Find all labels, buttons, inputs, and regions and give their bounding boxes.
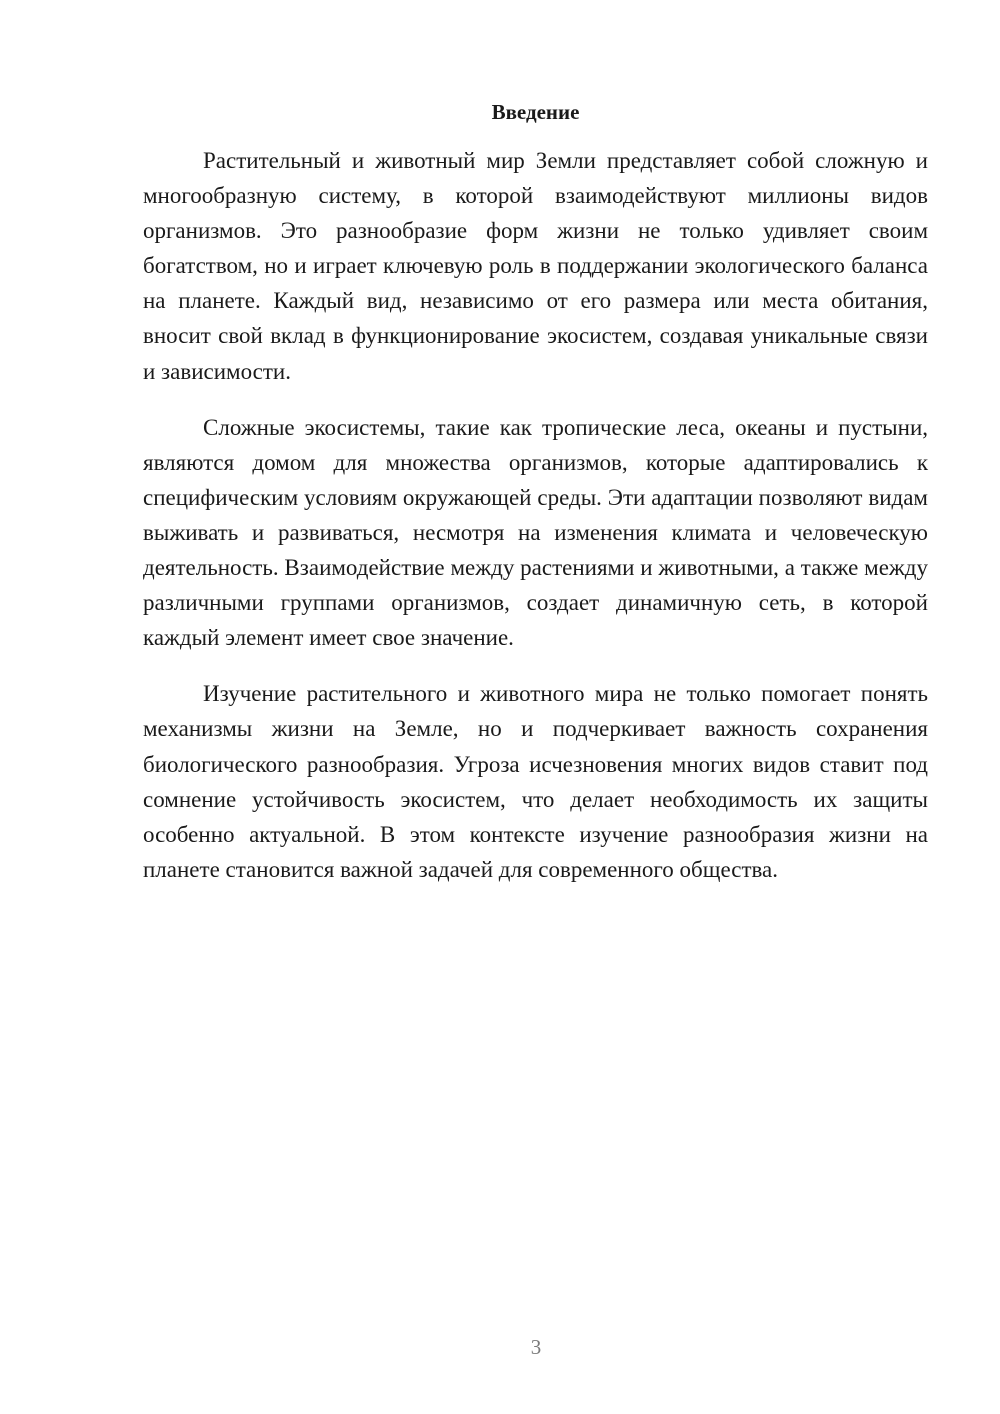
paragraph-2: Сложные экосистемы, такие как тропические леса, океаны и пустыни, являются домом для множества организмов, которые адаптировались к специфическим условиям окружающей среды. Эти адаптации позволяют видам выживать и развиваться, несмотря на изменения климата и человеческую деятельность. Взаимодействие между растениями и животными, а также между различными группами организмов, создает динамичную сеть, в которой каждый элемент имеет свое значение. bbox=[143, 414, 928, 651]
paragraph-3: Изучение растительного и животного мира не только помогает понять механизмы жизни на Земле, но и подчеркивает важность сохранения биологического разнообразия. Угроза исчезновения многих видов ставит под сомнение устойчивость экосистем, что делает необходимость их защиты особенно актуальной. В этом контексте изучение разнообразия жизни на планете становится важной задачей для современного общества. bbox=[143, 681, 928, 882]
page-number: 3 bbox=[530, 1335, 542, 1359]
section-heading: Введение bbox=[491, 100, 580, 124]
paragraph-1: Растительный и животный мир Земли представляет собой сложную и многообразную систему, в которой взаимодействуют миллионы видов организмов. Это разнообразие форм жизни не только удивляет своим богатством, но и играет ключевую роль в поддержании экологического баланса на планете. Каждый вид, независимо от его размера или места обитания, вносит свой вклад в функционирование экосистем, создавая уникальные связи и зависимости. bbox=[143, 148, 928, 384]
document-body bbox=[143, 143, 928, 908]
